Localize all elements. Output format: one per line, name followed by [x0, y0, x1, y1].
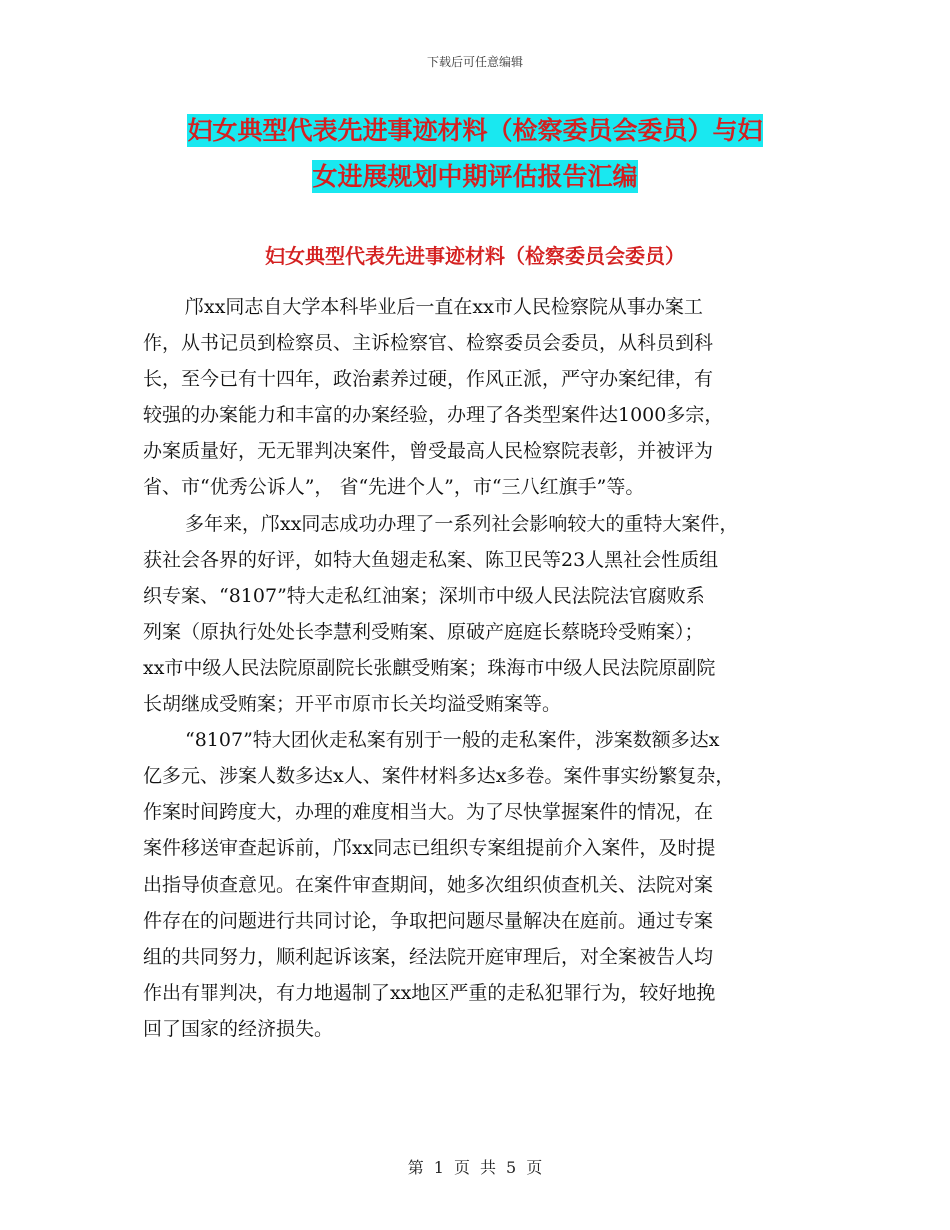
footer-total-word: 共 — [480, 1158, 497, 1177]
paragraph-2-line: 获社会各界的好评，如特大鱼翅走私案、陈卫民等23人黑社会性质组 — [143, 548, 719, 571]
paragraph-3-line: 回了国家的经济损失。 — [143, 1017, 334, 1040]
paragraph-2-line: 多年来，邝xx同志成功办理了一系列社会影响较大的重特大案件， — [185, 512, 739, 535]
document-title — [0, 108, 950, 200]
paragraph-1-line: 作，从书记员到检察员、主诉检察官、检察委员会委员，从科员到科 — [143, 332, 714, 355]
paragraph-3-line: 作出有罪判决，有力地遏制了xx地区严重的走私犯罪行为，较好地挽 — [143, 981, 716, 1004]
paragraph-2-line: xx市中级人民法院原副院长张麒受贿案；珠海市中级人民法院原副院 — [143, 656, 716, 679]
title-line-1: 妇女典型代表先进事迹材料（检察委员会委员）与妇 — [187, 116, 763, 145]
paragraph-1-line: 省、市“优秀公诉人”， 省“先进个人”，市“三八红旗手”等。 — [143, 476, 645, 499]
footer-total-pages: 5 — [506, 1158, 517, 1177]
paragraph-1-line: 较强的办案能力和丰富的办案经验，办理了各类型案件达1000多宗， — [143, 404, 724, 427]
paragraph-3-line: 出指导侦查意见。在案件审查期间，她多次组织侦查机关、法院对案 — [143, 873, 714, 896]
paragraph-1-line: 邝xx同志自大学本科毕业后一直在xx市人民检察院从事办案工 — [185, 296, 703, 318]
paragraph-3-line: 案件移送审查起诉前，邝xx同志已组织专案组提前介入案件，及时提 — [143, 837, 716, 860]
paragraph-2-line: 织专案、“8107”特大走私红油案；深圳市中级人民法院法官腐败系 — [143, 584, 705, 607]
paragraph-3-line: 作案时间跨度大，办理的难度相当大。为了尽快掌握案件的情况，在 — [143, 801, 714, 824]
page-footer — [0, 1155, 950, 1178]
section-title: 妇女典型代表先进事迹材料（检察委员会委员） — [265, 244, 685, 268]
paragraph-3-line: 组的共同努力，顺利起诉该案，经法院开庭审理后，对全案被告人均 — [143, 945, 714, 968]
paragraph-2-line: 长胡继成受贿案；开平市原市长关均溢受贿案等。 — [143, 693, 562, 716]
paragraph-3-line: 亿多元、涉案人数多达x人、案件材料多达x多卷。案件事实纷繁复杂， — [143, 765, 735, 788]
footer-prefix: 第 — [407, 1158, 424, 1177]
paragraph-1-line: 长，至今已有十四年，政治素养过硬，作风正派，严守办案纪律，有 — [143, 368, 714, 391]
title-line-2: 女进展规划中期评估报告汇编 — [312, 162, 638, 191]
paragraph-1-line: 办案质量好，无无罪判决案件，曾受最高人民检察院表彰，并被评为 — [143, 440, 714, 463]
footer-page-word: 页 — [453, 1158, 470, 1177]
footer-suffix: 页 — [526, 1158, 543, 1177]
header-note: 下载后可任意编辑 — [426, 55, 523, 69]
footer-page-number: 1 — [433, 1158, 444, 1177]
paragraph-3-line: 件存在的问题进行共同讨论，争取把问题尽量解决在庭前。通过专案 — [143, 909, 714, 932]
paragraph-3-line: “8107”特大团伙走私案有别于一般的走私案件，涉案数额多达x — [185, 729, 720, 752]
body-text — [143, 289, 823, 1047]
paragraph-2-line: 列案（原执行处处长李慧利受贿案、原破产庭庭长蔡晓玲受贿案）； — [143, 620, 704, 643]
